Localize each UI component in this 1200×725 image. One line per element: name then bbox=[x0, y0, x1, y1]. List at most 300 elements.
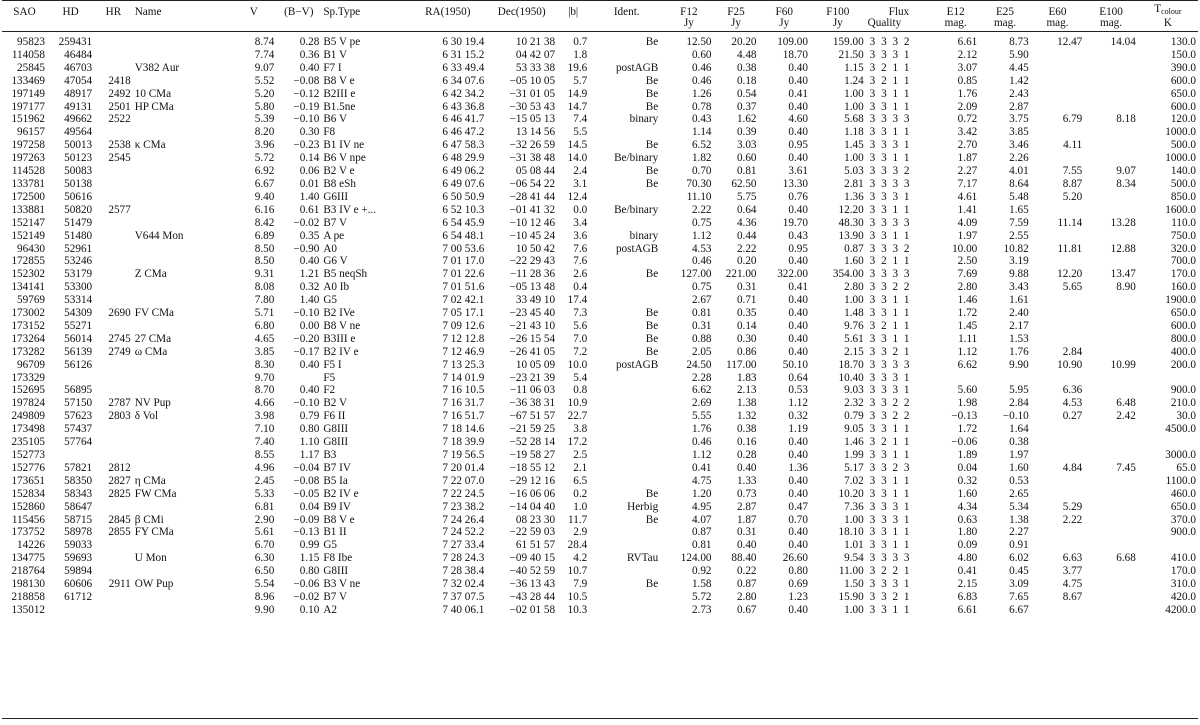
cell-b-v: 0.79 bbox=[299, 410, 320, 423]
cell-ra: 7 19 56.5 bbox=[442, 449, 485, 461]
cell-tcolour: 600.0 bbox=[1170, 74, 1196, 87]
cell-hr: 2492 bbox=[108, 87, 131, 100]
cell-hr bbox=[94, 62, 133, 75]
header-unit-sptype bbox=[321, 18, 409, 32]
header-e12-label: E12 bbox=[946, 6, 965, 18]
cell-v: 8.50 bbox=[254, 242, 275, 255]
cell-f100: 9.03 bbox=[844, 384, 864, 397]
cell-f60: 0.76 bbox=[788, 190, 808, 203]
cell-e60: 4.11 bbox=[1063, 139, 1083, 152]
cell-e12: 1.45 bbox=[957, 319, 978, 332]
cell-e25: 3.46 bbox=[1009, 139, 1029, 152]
header-unit-f100: Jy bbox=[810, 18, 866, 32]
cell-f12: 1.20 bbox=[691, 487, 712, 500]
cell-f25: 0.40 bbox=[736, 461, 757, 474]
cell-e12: 0.41 bbox=[957, 565, 978, 578]
cell-ident: Be bbox=[645, 513, 659, 526]
table-row bbox=[2, 514, 1198, 527]
cell-e12: 2.15 bbox=[957, 578, 978, 591]
cell-ra: 6 49 07.6 bbox=[442, 177, 485, 190]
cell-sao: 133469 bbox=[11, 74, 45, 87]
cell-v: 5.33 bbox=[254, 487, 275, 500]
cell-hr bbox=[94, 384, 133, 397]
cell-f25: 0.14 bbox=[736, 319, 757, 332]
cell-tcolour: 320.0 bbox=[1170, 242, 1196, 255]
cell-e25: 2.87 bbox=[1009, 100, 1029, 113]
header-sptype-label: Sp.Type bbox=[323, 6, 361, 18]
header-dec-label: Dec(1950) bbox=[497, 6, 546, 18]
cell-e100 bbox=[1084, 514, 1138, 527]
cell-e60 bbox=[1031, 488, 1085, 501]
cell-e25: −0.10 bbox=[1002, 410, 1029, 423]
cell-e60 bbox=[1031, 49, 1085, 62]
cell-tcolour: 900.0 bbox=[1170, 384, 1196, 397]
cell-f100: 5.61 bbox=[844, 332, 864, 345]
cell-flux-quality: 3 3 3 1 bbox=[869, 190, 911, 203]
cell-e100 bbox=[1084, 449, 1138, 462]
cell-f12: 1.12 bbox=[691, 449, 712, 461]
cell-hd: 53246 bbox=[64, 255, 93, 268]
cell-e60 bbox=[1031, 152, 1085, 165]
header-sao-label: SAO bbox=[13, 6, 36, 18]
cell-f25: 0.67 bbox=[736, 603, 757, 616]
cell-e60 bbox=[1031, 449, 1085, 462]
cell-tcolour: 1000.0 bbox=[1165, 152, 1196, 165]
cell-hd: 53314 bbox=[64, 294, 93, 307]
cell-dec: 08 23 30 bbox=[515, 513, 556, 526]
cell-name bbox=[133, 539, 232, 552]
cell-flux-quality: 3 3 3 3 bbox=[869, 358, 911, 371]
cell-f12: 127.00 bbox=[680, 268, 712, 281]
cell-b-v: −0.10 bbox=[293, 397, 320, 410]
cell-dec: −18 55 12 bbox=[509, 461, 556, 474]
cell-b-v: −0.13 bbox=[293, 526, 320, 539]
cell-e60: 12.47 bbox=[1057, 36, 1083, 48]
cell-flux-quality: 3 3 3 2 bbox=[869, 242, 911, 255]
cell-name bbox=[133, 436, 232, 449]
cell-v: 8.30 bbox=[254, 358, 275, 371]
cell-e25: 1.38 bbox=[1009, 513, 1029, 526]
cell-b-v: 0.40 bbox=[299, 358, 320, 371]
header-hr-label: HR bbox=[105, 6, 122, 18]
cell-hd: 59693 bbox=[64, 552, 93, 565]
header-hd-label: HD bbox=[62, 6, 79, 18]
cell-tcolour: 3000.0 bbox=[1165, 449, 1196, 461]
cell-flux-quality: 3 2 1 1 bbox=[869, 74, 911, 87]
cell-e100 bbox=[1084, 333, 1138, 346]
table-row bbox=[2, 462, 1198, 475]
cell-e25: 5.34 bbox=[1009, 500, 1029, 513]
cell-ident: binary bbox=[629, 113, 659, 126]
cell-f60: 0.80 bbox=[788, 565, 808, 578]
cell-e12: 1.12 bbox=[957, 345, 978, 358]
cell-e100 bbox=[1084, 604, 1138, 617]
cell-flux-quality: 3 3 3 1 bbox=[869, 578, 911, 591]
cell-ident bbox=[589, 410, 664, 423]
cell-b-v: −0.10 bbox=[293, 307, 320, 320]
cell-b: 10.7 bbox=[567, 565, 588, 578]
cell-f100: 1.00 bbox=[844, 294, 864, 307]
cell-sao: 197258 bbox=[11, 139, 45, 152]
cell-dec: −26 15 54 bbox=[509, 332, 556, 345]
cell-e25: 4.01 bbox=[1009, 165, 1029, 178]
cell-hr bbox=[94, 552, 133, 565]
cell-tcolour: 410.0 bbox=[1170, 552, 1196, 565]
cell-e25: 1.64 bbox=[1009, 423, 1029, 436]
cell-flux-quality: 3 3 1 1 bbox=[869, 474, 911, 487]
cell-f12: 0.46 bbox=[691, 61, 712, 74]
cell-dec: −05 13 48 bbox=[509, 281, 556, 294]
cell-e25 bbox=[979, 372, 1030, 385]
cell-e12: 7.69 bbox=[957, 268, 978, 281]
cell-f25: 0.35 bbox=[736, 307, 757, 320]
cell-flux-quality: 3 3 1 1 bbox=[869, 307, 911, 320]
cell-b: 10.9 bbox=[567, 397, 588, 410]
cell-e100 bbox=[1084, 372, 1138, 385]
cell-f60: 4.60 bbox=[788, 113, 808, 126]
cell-dec: −30 53 43 bbox=[509, 100, 556, 113]
cell-f25: 0.87 bbox=[736, 578, 757, 591]
cell-hr: 2803 bbox=[108, 410, 131, 423]
cell-dec: −15 05 13 bbox=[509, 113, 556, 126]
cell-tcolour: 65.0 bbox=[1176, 461, 1196, 474]
cell-hd: 58350 bbox=[64, 474, 93, 487]
cell-name: HP CMa bbox=[134, 100, 174, 113]
cell-v: 5.39 bbox=[254, 113, 275, 126]
cell-v: 8.42 bbox=[254, 216, 275, 229]
cell-hr bbox=[94, 32, 133, 49]
cell-e25: 6.02 bbox=[1009, 552, 1029, 565]
cell-e25: 8.73 bbox=[1009, 36, 1029, 48]
header-unit-v bbox=[231, 18, 276, 32]
cell-f60: 0.40 bbox=[788, 332, 808, 345]
cell-ra: 7 16 51.7 bbox=[442, 410, 485, 423]
cell-dec: −10 12 46 bbox=[509, 216, 556, 229]
cell-f12: 0.88 bbox=[691, 332, 712, 345]
cell-sptype: A pe bbox=[323, 229, 345, 242]
cell-hr: 2787 bbox=[108, 397, 131, 410]
table-row bbox=[2, 333, 1198, 346]
cell-tcolour: 1900.0 bbox=[1165, 294, 1196, 307]
cell-sptype: F2 bbox=[323, 384, 336, 397]
cell-e12: 0.09 bbox=[957, 539, 978, 552]
cell-e100 bbox=[1084, 320, 1138, 333]
cell-e12: 3.07 bbox=[957, 61, 978, 74]
cell-f60: 0.32 bbox=[788, 410, 808, 423]
cell-e60 bbox=[1031, 255, 1085, 268]
cell-tcolour: 170.0 bbox=[1170, 268, 1196, 281]
cell-hd: 51479 bbox=[64, 216, 93, 229]
cell-f60: 18.70 bbox=[782, 48, 808, 61]
cell-f60: 0.40 bbox=[788, 100, 808, 113]
cell-sao: 152149 bbox=[11, 229, 45, 242]
cell-e100 bbox=[1084, 436, 1138, 449]
cell-f100: 1.00 bbox=[844, 152, 864, 165]
cell-sao: 96709 bbox=[17, 358, 45, 371]
cell-e60: 5.20 bbox=[1062, 190, 1083, 203]
cell-f25: 2.80 bbox=[736, 590, 757, 603]
cell-b: 0.2 bbox=[573, 487, 588, 500]
cell-f12: 2.69 bbox=[691, 397, 712, 410]
cell-dec: 04 42 07 bbox=[515, 48, 556, 61]
cell-f25: 5.75 bbox=[736, 190, 757, 203]
cell-flux-quality: 3 3 1 1 bbox=[869, 87, 911, 100]
cell-e12: 1.60 bbox=[957, 487, 978, 500]
cell-ra: 6 46 41.7 bbox=[442, 113, 485, 126]
cell-f100: 1.15 bbox=[844, 61, 864, 74]
cell-f25: 88.40 bbox=[731, 552, 757, 565]
cell-sptype: B2 V bbox=[323, 397, 348, 410]
cell-hr: 2827 bbox=[108, 474, 131, 487]
cell-hr: 2845 bbox=[108, 513, 131, 526]
cell-b: 14.9 bbox=[567, 87, 588, 100]
cell-f100: 5.17 bbox=[844, 461, 864, 474]
cell-tcolour: 650.0 bbox=[1170, 87, 1196, 100]
cell-f100: 2.32 bbox=[844, 397, 864, 410]
cell-e100 bbox=[1084, 191, 1138, 204]
cell-e100 bbox=[1084, 255, 1138, 268]
cell-e60 bbox=[1031, 539, 1085, 552]
cell-f60: 0.40 bbox=[788, 152, 808, 165]
cell-e25: 2.55 bbox=[1009, 229, 1029, 242]
cell-f60: 0.40 bbox=[788, 474, 808, 487]
cell-ra: 6 30 19.4 bbox=[442, 36, 485, 48]
cell-sao: 114528 bbox=[11, 165, 45, 178]
cell-tcolour: 600.0 bbox=[1170, 319, 1196, 332]
cell-ra: 7 12 12.8 bbox=[442, 332, 485, 345]
cell-e60: 3.77 bbox=[1062, 565, 1083, 578]
cell-e25: 1.97 bbox=[1009, 449, 1029, 461]
cell-v: 3.96 bbox=[254, 139, 275, 152]
cell-f100: 2.81 bbox=[844, 177, 864, 190]
cell-f12: 0.46 bbox=[691, 436, 712, 449]
cell-e12: 2.50 bbox=[957, 255, 978, 268]
cell-e25: 6.67 bbox=[1009, 603, 1029, 616]
table-row bbox=[2, 32, 1198, 49]
cell-ra: 7 22 07.0 bbox=[442, 474, 485, 487]
table-row bbox=[2, 294, 1198, 307]
cell-hd: 259431 bbox=[58, 36, 93, 48]
cell-b-v: −0.23 bbox=[293, 139, 320, 152]
cell-sptype: B2 IV e bbox=[323, 487, 359, 500]
cell-b: 2.1 bbox=[573, 461, 588, 474]
cell-sptype: B7 IV bbox=[323, 461, 351, 474]
cell-sao: 173498 bbox=[11, 423, 45, 436]
cell-e12: −0.06 bbox=[951, 436, 978, 449]
cell-f60: 0.40 bbox=[788, 436, 808, 449]
cell-sptype: F8 bbox=[323, 126, 336, 139]
cell-hd: 46484 bbox=[64, 48, 93, 61]
cell-e100 bbox=[1084, 88, 1138, 101]
cell-v: 8.20 bbox=[254, 126, 275, 139]
cell-hd: 58978 bbox=[64, 526, 93, 539]
cell-hd: 49662 bbox=[64, 113, 93, 126]
cell-b-v: 1.21 bbox=[299, 268, 320, 281]
cell-ident bbox=[589, 281, 664, 294]
cell-e60 bbox=[1031, 307, 1085, 320]
cell-e100 bbox=[1084, 126, 1138, 139]
header-unit-hr bbox=[94, 18, 133, 32]
cell-f25: 62.50 bbox=[731, 177, 757, 190]
cell-e100 bbox=[1084, 204, 1138, 217]
cell-b-v: 1.15 bbox=[299, 552, 320, 565]
cell-tcolour: 800.0 bbox=[1170, 332, 1196, 345]
cell-f25: 2.13 bbox=[736, 384, 757, 397]
cell-e60 bbox=[1031, 204, 1085, 217]
cell-f25: 2.87 bbox=[736, 500, 757, 513]
cell-flux-quality: 3 3 3 1 bbox=[869, 384, 911, 397]
cell-sao: 152776 bbox=[11, 461, 45, 474]
cell-b-v: 0.04 bbox=[299, 500, 320, 513]
cell-e60: 12.20 bbox=[1057, 268, 1083, 281]
cell-v: 8.50 bbox=[254, 255, 275, 268]
cell-sptype: B8 eSh bbox=[323, 177, 356, 190]
cell-ra: 6 46 47.2 bbox=[442, 126, 485, 139]
cell-b-v: 0.40 bbox=[299, 255, 320, 268]
cell-b: 0.4 bbox=[573, 281, 588, 294]
cell-b-v: 0.36 bbox=[299, 48, 320, 61]
cell-b-v: 0.32 bbox=[299, 281, 320, 294]
cell-ident: Be bbox=[645, 139, 659, 152]
cell-b-v: −0.09 bbox=[293, 513, 320, 526]
cell-e25: 1.53 bbox=[1009, 332, 1029, 345]
cell-f100: 1.48 bbox=[844, 307, 864, 320]
cell-b-v: 0.61 bbox=[299, 203, 320, 216]
cell-ident bbox=[589, 565, 664, 578]
cell-e25: 3.85 bbox=[1009, 126, 1029, 139]
table-row bbox=[2, 49, 1198, 62]
cell-flux-quality: 3 2 2 1 bbox=[869, 565, 911, 578]
cell-hd bbox=[47, 449, 94, 462]
table-row bbox=[2, 307, 1198, 320]
cell-flux-quality: 3 3 1 1 bbox=[869, 100, 911, 113]
cell-e12: 1.87 bbox=[957, 152, 978, 165]
cell-sptype: B1.5ne bbox=[323, 100, 356, 113]
cell-sao: 96157 bbox=[17, 126, 45, 139]
cell-v: 7.74 bbox=[254, 48, 275, 61]
cell-f60: 322.00 bbox=[777, 268, 808, 281]
cell-e12: 2.12 bbox=[957, 48, 978, 61]
cell-v: 5.52 bbox=[254, 74, 275, 87]
cell-sptype: B9 IV bbox=[323, 500, 351, 513]
cell-f12: 2.22 bbox=[691, 203, 712, 216]
cell-hd: 51480 bbox=[64, 229, 93, 242]
cell-name: FW CMa bbox=[134, 487, 177, 500]
cell-name bbox=[133, 178, 232, 191]
cell-sptype: B1 II bbox=[323, 526, 347, 539]
cell-tcolour: 310.0 bbox=[1170, 578, 1196, 591]
cell-dec: −11 06 03 bbox=[510, 384, 556, 397]
cell-dec: 10 05 09 bbox=[515, 358, 556, 371]
cell-f12: 0.70 bbox=[691, 165, 712, 178]
table-row bbox=[2, 372, 1198, 385]
cell-name bbox=[133, 113, 232, 126]
cell-sptype: F5 I bbox=[323, 358, 342, 371]
cell-b-v: 0.40 bbox=[299, 384, 320, 397]
cell-flux-quality: 3 3 3 3 bbox=[869, 216, 911, 229]
cell-f25: 0.73 bbox=[736, 487, 757, 500]
cell-name: 10 CMa bbox=[134, 87, 172, 100]
table-row bbox=[2, 565, 1198, 578]
cell-ra: 7 20 01.4 bbox=[442, 461, 485, 474]
cell-sptype: B2III e bbox=[323, 87, 356, 100]
cell-e60: 7.55 bbox=[1062, 165, 1083, 178]
cell-f100: 15.90 bbox=[838, 590, 864, 603]
cell-flux-quality: 3 3 3 2 bbox=[869, 36, 911, 48]
cell-ra: 7 16 10.5 bbox=[442, 384, 485, 397]
cell-flux-quality: 3 3 2 2 bbox=[869, 281, 911, 294]
cell-hd: 50138 bbox=[64, 177, 93, 190]
cell-flux-quality: 3 3 2 1 bbox=[869, 590, 911, 603]
cell-v: 3.98 bbox=[254, 410, 275, 423]
cell-flux-quality: 3 3 3 3 bbox=[869, 177, 911, 190]
header-unit-ident bbox=[589, 18, 664, 32]
cell-e60: 5.65 bbox=[1062, 281, 1083, 294]
header-hd bbox=[47, 0, 94, 18]
cell-flux-quality: 3 3 1 1 bbox=[869, 603, 911, 616]
cell-hr: 2855 bbox=[108, 526, 131, 539]
cell-dec: −43 28 44 bbox=[509, 590, 556, 603]
cell-f12: 4.53 bbox=[691, 242, 712, 255]
cell-tcolour: 650.0 bbox=[1170, 500, 1196, 513]
cell-tcolour: 160.0 bbox=[1170, 281, 1196, 294]
cell-hd: 54309 bbox=[64, 307, 93, 320]
cell-e100 bbox=[1084, 423, 1138, 436]
header-b-v bbox=[276, 0, 321, 18]
cell-sao: 173264 bbox=[11, 332, 45, 345]
cell-flux-quality: 3 2 1 1 bbox=[869, 61, 911, 74]
cell-name bbox=[133, 604, 232, 617]
cell-e60 bbox=[1031, 333, 1085, 346]
cell-f60: 0.41 bbox=[788, 281, 808, 294]
cell-e100 bbox=[1084, 384, 1138, 397]
table-row bbox=[2, 501, 1198, 514]
cell-name: FY CMa bbox=[134, 526, 174, 539]
cell-f60: 0.40 bbox=[788, 319, 808, 332]
cell-ident: postAGB bbox=[615, 358, 659, 371]
cell-hd bbox=[47, 604, 94, 617]
cell-dec: 61 51 57 bbox=[515, 539, 556, 552]
cell-dec: −40 52 59 bbox=[509, 565, 556, 578]
cell-v: 5.72 bbox=[254, 152, 275, 165]
cell-e12: 4.34 bbox=[957, 500, 978, 513]
cell-f12: 12.50 bbox=[686, 36, 712, 48]
cell-tcolour: 120.0 bbox=[1170, 113, 1196, 126]
cell-ra: 7 16 31.7 bbox=[442, 397, 485, 410]
cell-f12: 0.43 bbox=[691, 113, 712, 126]
cell-ident: Be bbox=[645, 345, 659, 358]
cell-e100 bbox=[1084, 294, 1138, 307]
cell-dec: 05 08 44 bbox=[515, 165, 556, 178]
cell-name bbox=[133, 126, 232, 139]
cell-name bbox=[133, 565, 232, 578]
table-row bbox=[2, 320, 1198, 333]
cell-sptype: F6 II bbox=[323, 410, 346, 423]
cell-sao: 133781 bbox=[11, 177, 45, 190]
cell-f12: 0.46 bbox=[691, 74, 712, 87]
cell-sao: 173752 bbox=[11, 526, 45, 539]
cell-name: NV Pup bbox=[134, 397, 171, 410]
cell-sao: 14226 bbox=[17, 539, 45, 552]
cell-tcolour: 390.0 bbox=[1170, 61, 1196, 74]
cell-b: 5.7 bbox=[573, 74, 588, 87]
cell-e12: 6.61 bbox=[957, 36, 978, 48]
cell-f25: 4.36 bbox=[736, 216, 757, 229]
cell-tcolour: 460.0 bbox=[1170, 487, 1196, 500]
cell-sptype: F7 I bbox=[323, 61, 342, 74]
cell-e100: 13.28 bbox=[1110, 216, 1136, 229]
cell-name bbox=[133, 294, 232, 307]
